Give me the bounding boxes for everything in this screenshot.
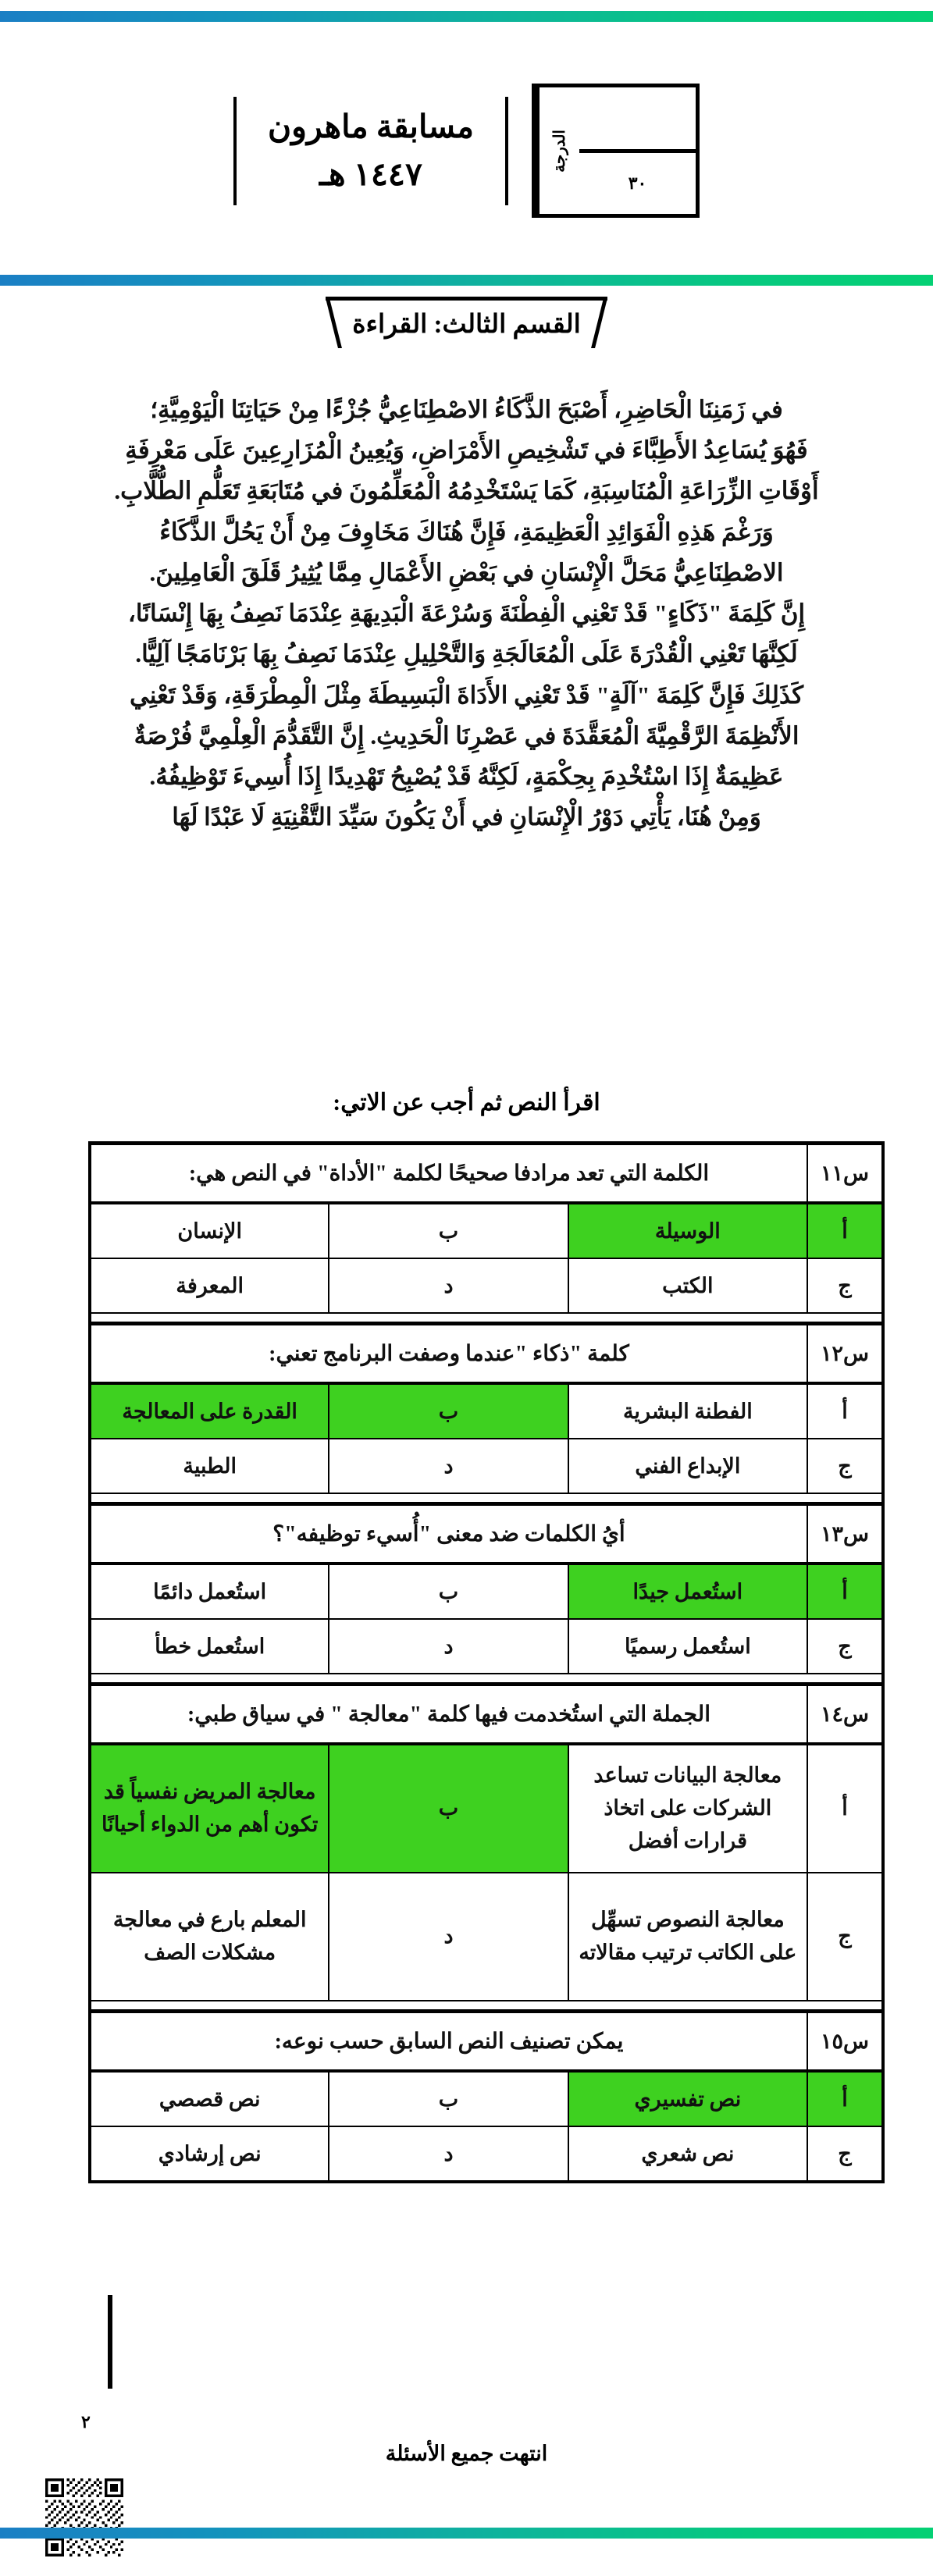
question-spacer (90, 1313, 883, 1324)
option-text[interactable]: استُعمل خطأ (90, 1619, 329, 1674)
question-header-row (90, 1504, 883, 1564)
question-spacer-cell (90, 1674, 883, 1685)
answer-option-row (90, 2071, 883, 2126)
option-text[interactable]: معالجة النصوص تسهِّل على الكاتب ترتيب مقالاته (568, 1873, 807, 2001)
option-text[interactable]: الإنسان (90, 1203, 329, 1258)
passage-line: وَرَغْمَ هَذِهِ الْفَوَائِدِ الْعَظِيمَةِ، فَإِنَّ هُنَاكَ مَخَاوِفَ مِنْ أَنْ يَحُلَّ الذَّكَاءُ (159, 518, 774, 546)
option-letter[interactable]: ج (807, 1439, 883, 1493)
grade-value: ٣٠ (628, 173, 647, 193)
answer-option-row (90, 1203, 883, 1258)
option-letter[interactable]: ج (807, 1258, 883, 1313)
passage-line: الاصْطِنَاعِيُّ مَحَلَّ الْإِنْسَانِ في بَعْضِ الأَعْمَالِ مِمَّا يُثِيرُ قَلَقَ الْعَامِلِينَ. (149, 558, 784, 586)
question-spacer-cell (90, 1313, 883, 1324)
option-letter[interactable]: د (329, 2126, 568, 2182)
question-number: س١٤ (807, 1685, 883, 1745)
questions-table (88, 1141, 885, 2183)
questions-table-body (90, 1144, 883, 2183)
option-letter[interactable]: ب (329, 1744, 568, 1873)
answer-option-row (90, 1744, 883, 1873)
option-letter[interactable]: أ (807, 1744, 883, 1873)
passage-line: كَذَلِكَ فَإِنَّ كَلِمَةَ "آلَةٍ" قَدْ تَعْنِي الأَدَاةَ الْبَسِيطَةَ مِثْلَ الْمِطْرَقَةِ، وَقَدْ تَعْنِي (129, 681, 804, 709)
option-letter[interactable]: أ (807, 1203, 883, 1258)
question-header-row (90, 2012, 883, 2072)
option-letter[interactable]: ب (329, 1383, 568, 1439)
end-of-questions-note: انتهت جميع الأسئلة (385, 2442, 548, 2465)
top-gradient-rule (0, 11, 933, 22)
question-number: س١٥ (807, 2012, 883, 2072)
option-text[interactable]: معالجة البيانات تساعد الشركات على اتخاذ قرارات أفضل (568, 1744, 807, 1873)
grade-cells (579, 87, 696, 214)
question-text: الجملة التي استُخدمت فيها كلمة "معالجة " في سياق طبي: (90, 1685, 807, 1745)
passage-line: أَوْقَاتِ الزِّرَاعَةِ الْمُنَاسِبَةِ، كَمَا يَسْتَخْدِمُهُ الْمُعَلِّمُونَ في مُتَابَعَةِ تَعَلُّمِ الطُّلَّابِ. (114, 477, 819, 505)
option-text[interactable]: نص إرشادي (90, 2126, 329, 2182)
option-text[interactable]: نص شعري (568, 2126, 807, 2182)
passage-line: الأَنْظِمَةَ الرَّقْمِيَّةَ الْمُعَقَّدَةَ في عَصْرِنَا الْحَدِيثِ. إِنَّ التَّقَدُّمَ الْعِلْمِيَّ فُرْصَةٌ (134, 721, 799, 749)
grade-label (536, 87, 579, 214)
option-letter[interactable]: ب (329, 1203, 568, 1258)
option-letter[interactable]: د (329, 1873, 568, 2001)
passage-line: فَهُوَ يُسَاعِدُ الأَطِبَّاءَ في تَشْخِيصِ الأَمْرَاضِ، وَيُعِينُ الْمُزَارِعِينَ عَلَى مَعْرِفَةِ (125, 436, 808, 464)
passage-instruction: اقرأ النص ثم أجب عن الاتي: (333, 1090, 600, 1115)
answer-option-row (90, 2126, 883, 2182)
question-text: أيُ الكلمات ضد معنى "أُسيء توظيفه"؟ (90, 1504, 807, 1564)
question-text: يمكن تصنيف النص السابق حسب نوعه: (90, 2012, 807, 2072)
reading-passage (47, 390, 886, 838)
question-header-row (90, 1324, 883, 1384)
option-letter[interactable]: د (329, 1439, 568, 1493)
passage-line: لَكِنَّهَا تَعْنِي الْقُدْرَةَ عَلَى الْمُعَالَجَةِ وَالتَّحْلِيلِ عِنْدَمَا نَصِفُ بِهَا بَرْنَامَجًا آلِيًّا. (135, 640, 798, 668)
answer-option-row (90, 1258, 883, 1313)
option-letter[interactable]: ب (329, 2071, 568, 2126)
option-text[interactable]: الكتب (568, 1258, 807, 1313)
exam-title-block (233, 97, 508, 205)
question-spacer-cell (90, 1493, 883, 1504)
question-header-row (90, 1685, 883, 1745)
option-letter[interactable]: د (329, 1619, 568, 1674)
option-text[interactable]: المعرفة (90, 1258, 329, 1313)
section-title: القسم الثالث: القراءة (326, 297, 607, 344)
option-text[interactable]: استُعمل جيدًا (568, 1564, 807, 1619)
option-text[interactable]: الطبية (90, 1439, 329, 1493)
document-header (0, 37, 933, 264)
page-side-rule (108, 2295, 112, 2389)
bottom-gradient-rule (0, 2528, 933, 2539)
option-text[interactable]: معالجة المريض نفسياً قد تكون أهم من الدواء أحيانًا (90, 1744, 329, 1873)
passage-line: عَظِيمَةٌ إِذَا اسْتُخْدِمَ بِحِكْمَةٍ، لَكِنَّهُ قَدْ يُصْبِحُ تَهْدِيدًا إِذَا أُسِيءَ تَوْظِيفُهُ. (149, 762, 784, 790)
question-spacer-cell (90, 2001, 883, 2012)
qr-code-icon (45, 2478, 123, 2556)
option-letter[interactable]: أ (807, 1383, 883, 1439)
section-title-wrap (0, 297, 933, 344)
question-number: س١٢ (807, 1324, 883, 1384)
option-letter[interactable]: ج (807, 2126, 883, 2182)
question-number: س١٣ (807, 1504, 883, 1564)
option-letter[interactable]: د (329, 1258, 568, 1313)
answer-option-row (90, 1873, 883, 2001)
question-spacer (90, 2001, 883, 2012)
option-text[interactable]: استُعمل دائمًا (90, 1564, 329, 1619)
answer-option-row (90, 1383, 883, 1439)
option-letter[interactable]: أ (807, 2071, 883, 2126)
grade-empty-cell (579, 87, 696, 153)
option-letter[interactable]: ب (329, 1564, 568, 1619)
exam-title-line-2: ١٤٤٧ هـ (319, 156, 422, 192)
passage-line: في زَمَنِنَا الْحَاضِرِ، أَصْبَحَ الذَّكَاءُ الاصْطِنَاعِيُّ جُزْءًا مِنْ حَيَاتِنَا الْيَوْمِيَّةِ؛ (150, 396, 783, 423)
option-text[interactable]: الوسيلة (568, 1203, 807, 1258)
option-text[interactable]: الإبداع الفني (568, 1439, 807, 1493)
answer-option-row (90, 1564, 883, 1619)
option-text[interactable]: الفطنة البشرية (568, 1383, 807, 1439)
answer-option-row (90, 1619, 883, 1674)
passage-line: إِنَّ كَلِمَةَ "ذَكَاءٍ" قَدْ تَعْنِي الْفِطْنَةَ وَسُرْعَةَ الْبَدِيهَةِ عِنْدَمَا نَصِفُ بِهَا إِنْسَانًا، (127, 600, 806, 628)
option-text[interactable]: المعلم بارع في معالجة مشكلات الصف (90, 1873, 329, 2001)
question-spacer (90, 1493, 883, 1504)
option-text[interactable]: نص تفسيري (568, 2071, 807, 2126)
option-letter[interactable]: ج (807, 1619, 883, 1674)
question-header-row (90, 1144, 883, 1204)
question-text: كلمة "ذكاء "عندما وصفت البرنامج تعني: (90, 1324, 807, 1384)
question-text: الكلمة التي تعد مرادفا صحيحًا لكلمة "الأداة" في النص هي: (90, 1144, 807, 1204)
second-gradient-rule (0, 275, 933, 286)
question-number: س١١ (807, 1144, 883, 1204)
grade-box (532, 84, 700, 218)
option-letter[interactable]: أ (807, 1564, 883, 1619)
option-letter[interactable]: ج (807, 1873, 883, 2001)
question-spacer (90, 1674, 883, 1685)
page-number: ٢ (81, 2412, 91, 2432)
passage-line: وَمِنْ هُنَا، يَأْتِي دَوْرُ الْإِنْسَانِ في أَنْ يَكُونَ سَيِّدَ التَّقْنِيَةِ لَا عَبْدًا لَهَا (172, 803, 761, 831)
exam-title-line-1: مسابقة ماهرون (267, 108, 475, 144)
grade-label-text: الدرجة (550, 129, 568, 173)
option-text[interactable]: نص قصصي (90, 2071, 329, 2126)
answer-option-row (90, 1439, 883, 1493)
option-text[interactable]: استُعمل رسميًا (568, 1619, 807, 1674)
option-text[interactable]: القدرة على المعالجة (90, 1383, 329, 1439)
